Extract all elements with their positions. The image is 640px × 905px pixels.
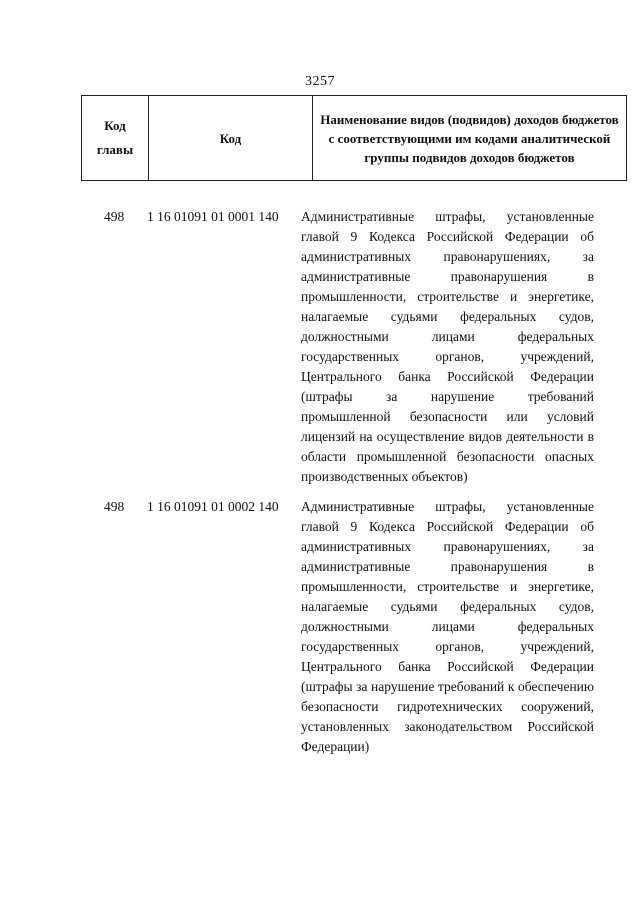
- row-chapter-code: 498: [104, 499, 125, 514]
- row-description: Административные штрафы, установленные главой 9 Кодекса Российской Федерации об административных правонарушениях, за административные правонарушения в промышленности, строительстве и энергетике, налагаемые судьями федеральных судов, должностными лицами федеральных государственных органов, учреждений, Центрального банка Российской Федерации (штрафы за нарушение требований к обеспечению безопасности гидротехнических сооружений, установленных законодательством Российской Федерации): [301, 499, 594, 754]
- table-header: [81, 95, 627, 181]
- row-budget-code: 1 16 01091 01 0001 140: [147, 209, 279, 224]
- row-budget-code: 1 16 01091 01 0002 140: [147, 499, 279, 514]
- row-chapter-code: 498: [104, 209, 125, 224]
- header-name: Наименование видов (подвидов) доходов бюджетов с соответствующими им кодами аналитической группы подвидов доходов бюджетов: [313, 96, 627, 181]
- row-description: Административные штрафы, установленные главой 9 Кодекса Российской Федерации об административных правонарушениях, за административные правонарушения в промышленности, строительстве и энергетике, налагаемые судьями федеральных судов, должностными лицами федеральных государственных органов, учреждений, Центрального банка Российской Федерации (штрафы за нарушение требований промышленной безопасности или условий лицензий на осуществление видов деятельности в области промышленной безопасности опасных производственных объектов): [301, 209, 594, 484]
- page-number: 3257: [305, 74, 335, 89]
- header-code: Код: [149, 96, 313, 181]
- header-chapter-code: Код главы: [82, 96, 149, 181]
